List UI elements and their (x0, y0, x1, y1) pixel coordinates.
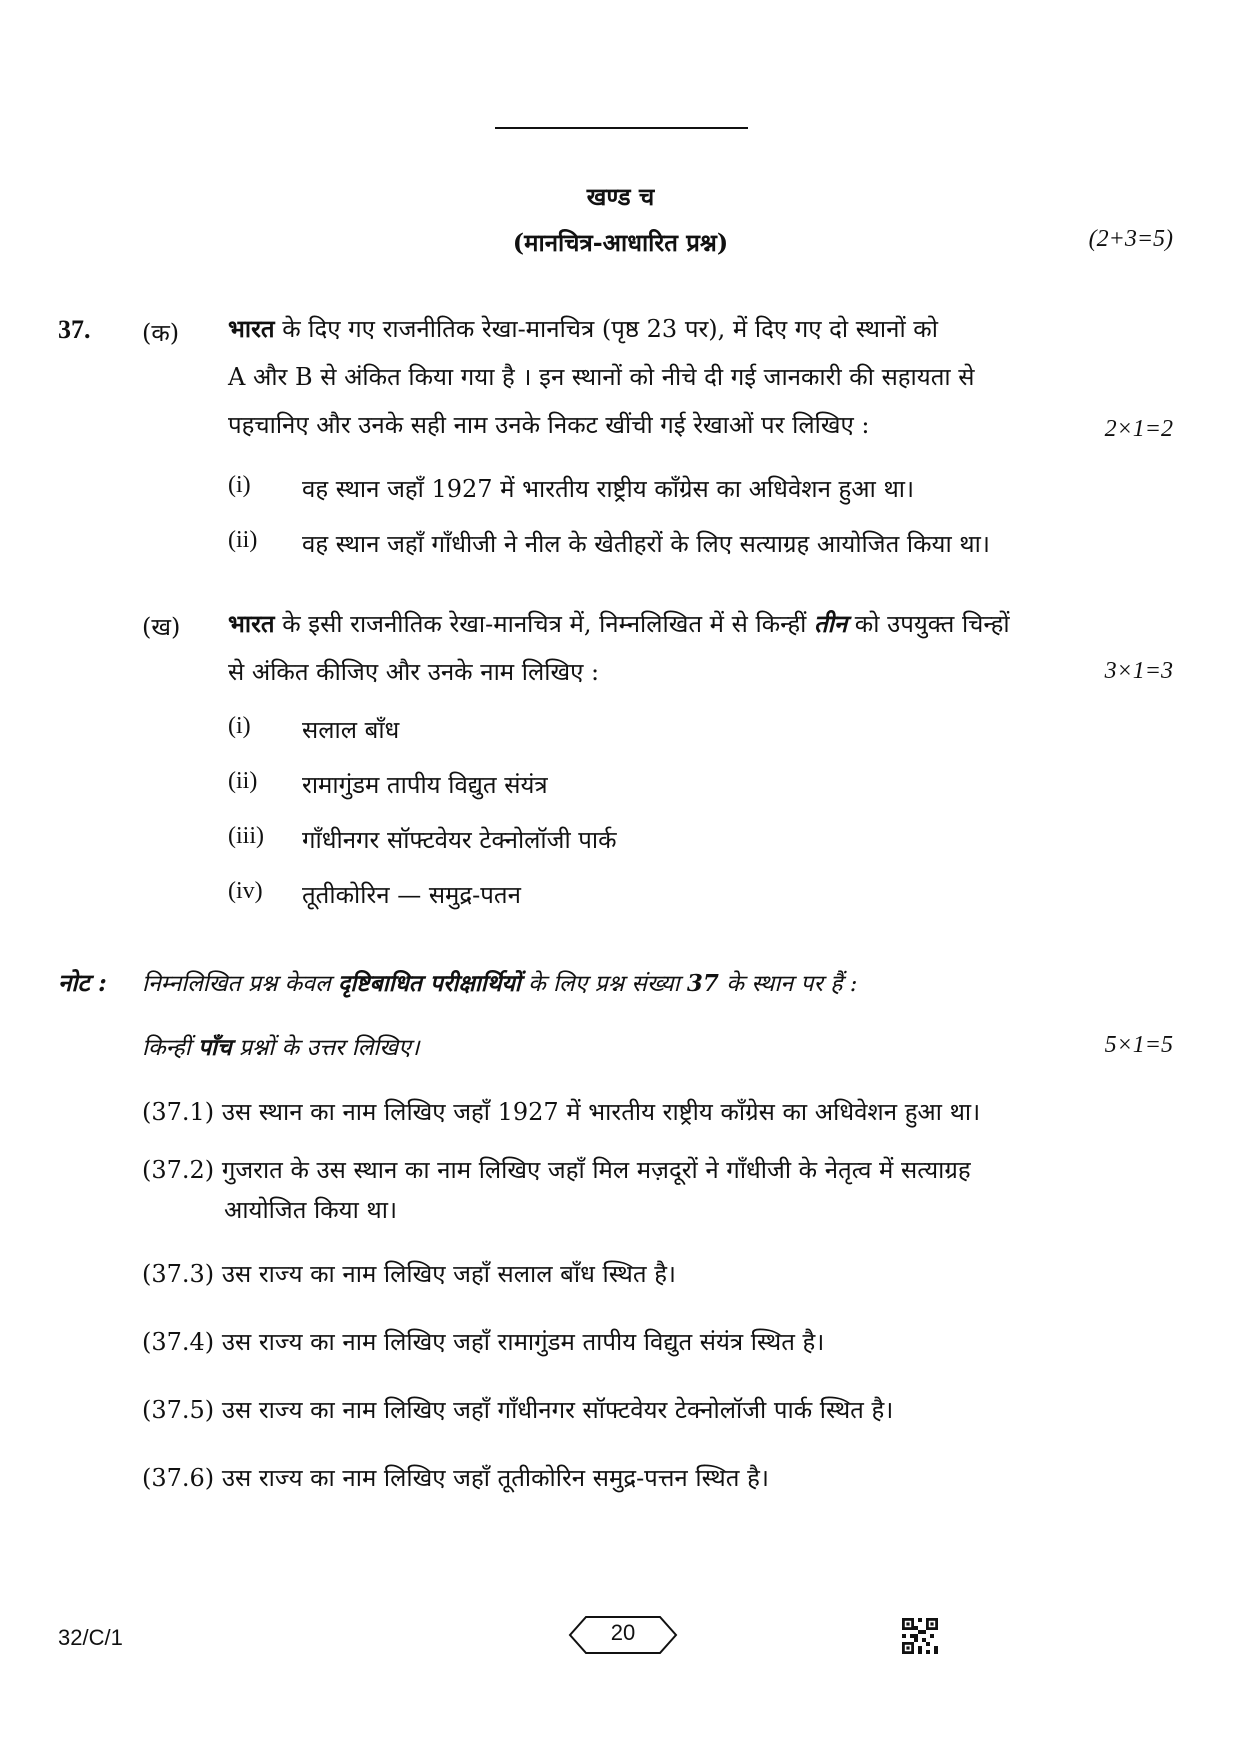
part-a-line3: पहचानिए और उनके सही नाम उनके निकट खींची गई रेखाओं पर लिखिए : (228, 411, 870, 439)
part-a-bold: भारत (228, 314, 275, 343)
part-b-label: (ख) (142, 613, 181, 641)
part-b-marks: 3×1=3 (1104, 658, 1173, 684)
paper-code: 32/C/1 (58, 1625, 123, 1650)
sub-question: (37.1) उस स्थान का नाम लिखिए जहाँ 1927 में भारतीय राष्ट्रीय काँग्रेस का अधिवेशन हुआ था। (142, 1098, 981, 1126)
part-b-item-num: (ii) (228, 768, 258, 794)
part-a-label: (क) (142, 319, 180, 347)
note-text: निम्नलिखित प्रश्न केवल दृष्टिबाधित परीक्षार्थियों के लिए प्रश्न संख्या 37 के स्थान पर हैं : (142, 970, 858, 997)
part-a-line1: भारत के दिए गए राजनीतिक रेखा-मानचित्र (पृष्ठ 23 पर), में दिए गए दो स्थानों को (228, 314, 938, 343)
part-a-item-num: (i) (228, 472, 251, 498)
part-b-item-text: सलाल बाँध (302, 716, 400, 744)
note-marks: 5×1=5 (1104, 1032, 1173, 1058)
part-a-marks: 2×1=2 (1104, 416, 1173, 442)
part-b-line1: भारत के इसी राजनीतिक रेखा-मानचित्र में, निम्नलिखित में से किन्हीं तीन को उपयुक्त चिन्हों (228, 609, 1010, 638)
part-a-item-num: (ii) (228, 527, 258, 553)
page-number: 20 (610, 1620, 636, 1645)
question-number: 37. (58, 315, 91, 344)
part-b-text (228, 600, 1173, 696)
sub-question: (37.5) उस राज्य का नाम लिखिए जहाँ गाँधीनगर सॉफ्टवेयर टेक्नोलॉजी पार्क स्थित है। (142, 1396, 894, 1424)
section-title: खण्ड च (586, 182, 655, 211)
part-b-line2: से अंकित कीजिए और उनके नाम लिखिए : (228, 658, 600, 686)
part-b-item-num: (iii) (228, 823, 264, 849)
part-a-line2: A और B से अंकित किया गया है । इन स्थानों को नीचे दी गई जानकारी की सहायता से (228, 363, 975, 391)
section-marks: (2+3=5) (1088, 226, 1173, 252)
sub-question: (37.6) उस राज्य का नाम लिखिए जहाँ तूतीकोरिन समुद्र-पत्तन स्थित है। (142, 1464, 769, 1492)
part-b-bold: भारत (228, 609, 275, 638)
header-rule (495, 127, 748, 129)
note-label: नोट : (58, 968, 107, 997)
sub-question: (37.4) उस राज्य का नाम लिखिए जहाँ रामागुंडम तापीय विद्युत संयंत्र स्थित है। (142, 1328, 825, 1356)
note-number: 37 (686, 970, 719, 997)
part-a-item-text: वह स्थान जहाँ 1927 में भारतीय राष्ट्रीय काँग्रेस का अधिवेशन हुआ था। (302, 475, 915, 503)
sub-question: (37.2) गुजरात के उस स्थान का नाम लिखिए जहाँ मिल मज़दूरों ने गाँधीजी के नेतृत्व में सत्याग्रह आयोजित किया था। (142, 1156, 971, 1224)
sub-question: (37.3) उस राज्य का नाम लिखिए जहाँ सलाल बाँध स्थित है। (142, 1260, 677, 1288)
part-b-item-text: गाँधीनगर सॉफ्टवेयर टेक्नोलॉजी पार्क (302, 826, 617, 854)
part-b-emphasis: तीन (813, 609, 848, 638)
qr-code-icon (902, 1618, 938, 1654)
note-instruction: किन्हीं पाँच प्रश्नों के उत्तर लिखिए। (142, 1034, 420, 1061)
part-b-item-num: (iv) (228, 878, 263, 904)
part-b-item-num: (i) (228, 713, 251, 739)
part-b-item-text: रामागुंडम तापीय विद्युत संयंत्र (302, 771, 548, 799)
note-bold: दृष्टिबाधित परीक्षार्थियों (338, 970, 521, 997)
part-a-text (228, 305, 1173, 449)
part-a-item-text: वह स्थान जहाँ गाँधीजी ने नील के खेतीहरों के लिए सत्याग्रह आयोजित किया था। (302, 530, 990, 558)
note-instr-bold: पाँच (197, 1034, 232, 1061)
part-b-item-text: तूतीकोरिन — समुद्र-पतन (302, 881, 521, 909)
section-subtitle: (मानचित्र-आधारित प्रश्न) (512, 228, 729, 257)
